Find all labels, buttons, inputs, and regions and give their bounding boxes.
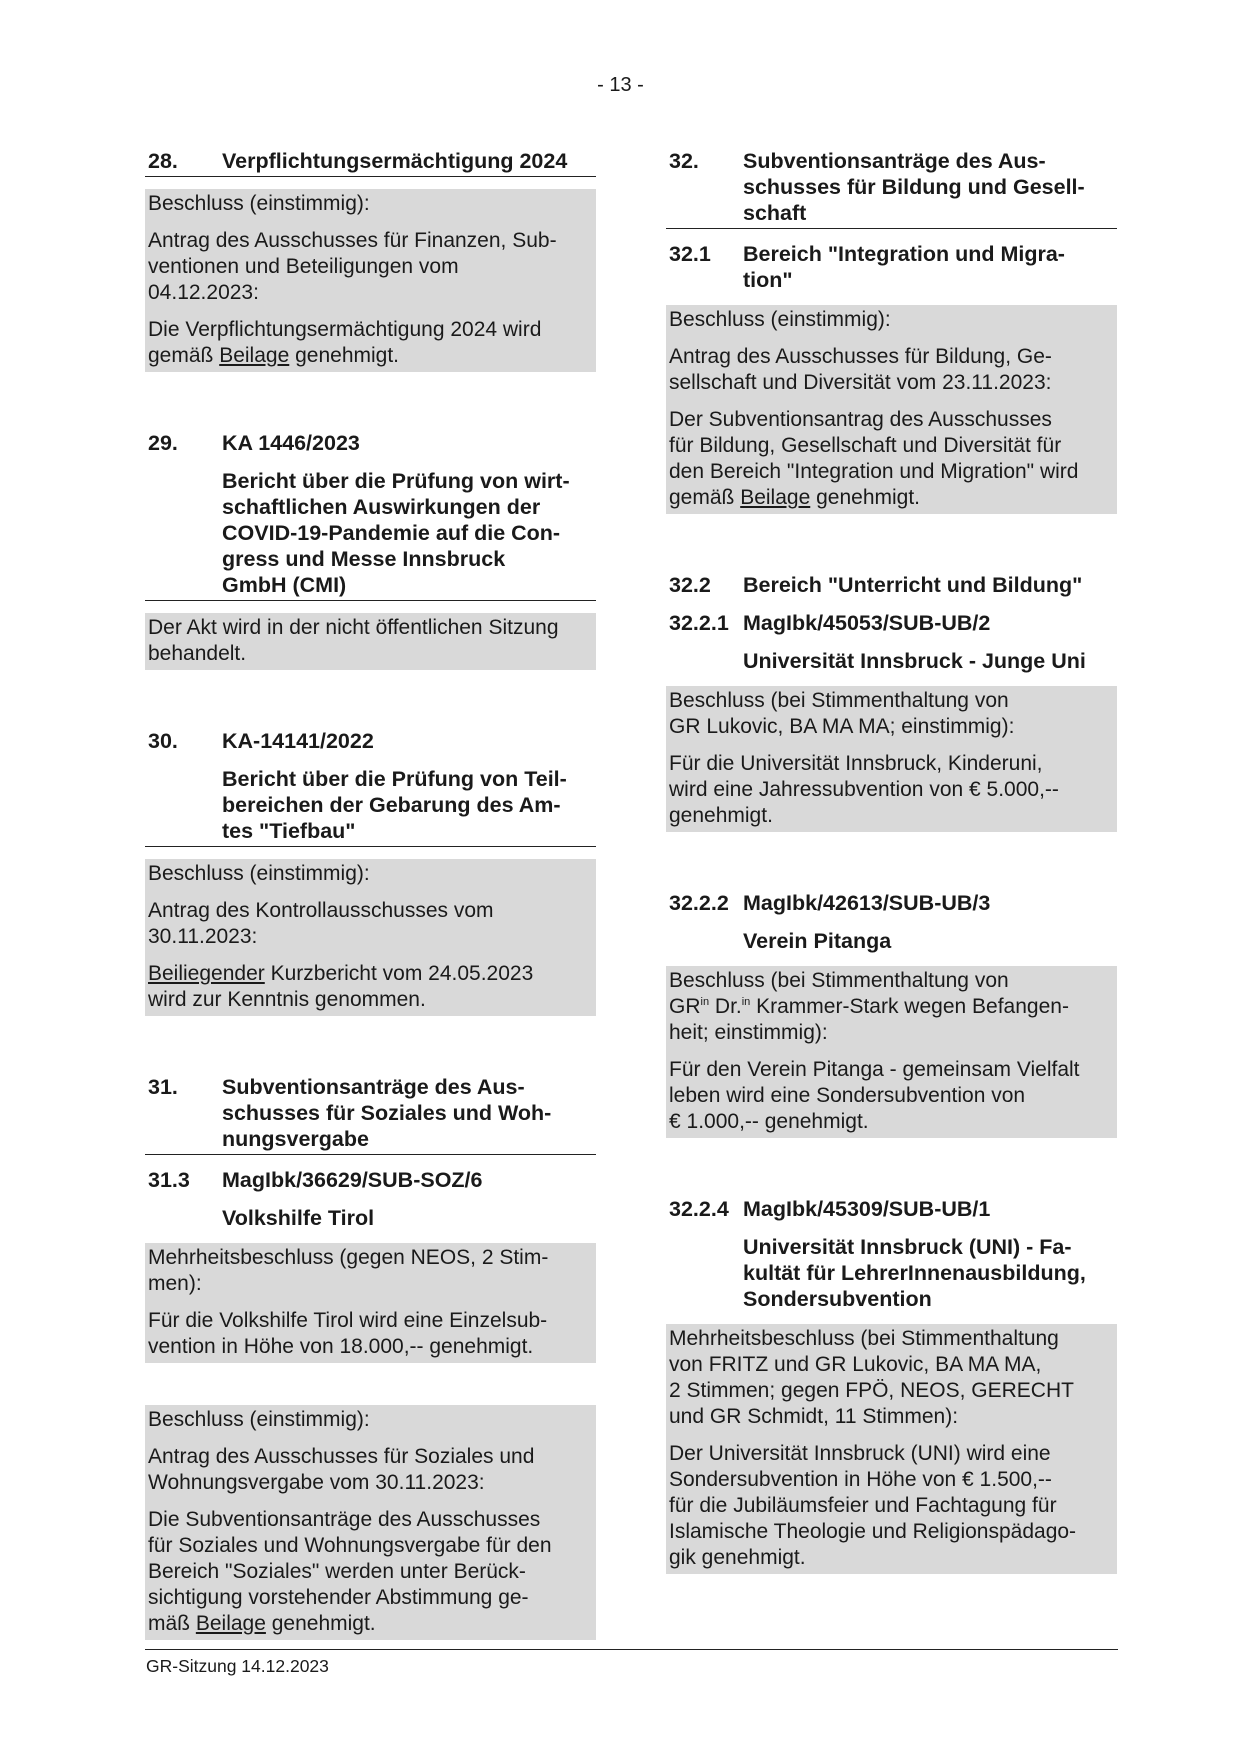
section-32-2-1-heading bbox=[666, 610, 1117, 636]
beilage-link[interactable]: Beilage bbox=[195, 1612, 266, 1635]
section-32-2-2-heading bbox=[666, 890, 1117, 916]
section-title: KA 1446/2023 bbox=[222, 431, 360, 455]
section-number: 29. bbox=[148, 431, 178, 455]
section-32-2-4-resolution: Mehrheitsbeschluss (bei Stimmenthaltung von FRITZ und GR Lukovic, BA MA MA, 2 Stimmen; gegen FPÖ, NEOS, GERECHT und GR Schmidt, 11 Stimmen): Der Universität Innsbruck (UNI) wird eine Sondersubvention in Höhe von € 1.500,-- für die Jubiläumsfeier und Fachtagung für Islamische Theologie und Religionspädago- gik genehmigt. bbox=[666, 1324, 1117, 1574]
section-number: 32.2.1 bbox=[669, 611, 729, 635]
section-30-heading bbox=[145, 728, 596, 754]
section-title: MagIbk/45053/SUB-UB/2 bbox=[743, 611, 991, 635]
section-32-2-1-subtitle: Universität Innsbruck - Junge Uni bbox=[743, 649, 1086, 673]
right-column bbox=[666, 148, 1117, 1574]
section-31-3-resolution: Mehrheitsbeschluss (gegen NEOS, 2 Stim- men): Für die Volkshilfe Tirol wird eine Einzelsub- vention in Höhe von 18.000,-- genehmigt. bbox=[145, 1243, 596, 1363]
section-31-3-subtitle: Volkshilfe Tirol bbox=[222, 1206, 375, 1230]
section-32-1-resolution: Beschluss (einstimmig): Antrag des Ausschusses für Bildung, Ge- sellschaft und Diversität vom 23.11.2023: Der Subventionsantrag des Ausschusses für Bildung, Gesellschaft und Diversität für den Bereich "Integration und Migration" wird gemäß Beilage genehmigt. bbox=[666, 305, 1117, 514]
section-28-resolution bbox=[145, 189, 596, 372]
decision-text: Die Verpflichtungsermächtigung 2024 wird gemäß Beilage genehmigt. bbox=[148, 318, 542, 367]
page-number: - 13 - bbox=[597, 74, 644, 96]
resolution-type: Beschluss (einstimmig): bbox=[148, 862, 370, 885]
section-number: 31. bbox=[148, 1075, 178, 1099]
section-31-heading bbox=[145, 1074, 596, 1155]
section-title: Subventionsanträge des Aus- schusses für Bildung und Gesell- schaft bbox=[743, 149, 1085, 225]
section-30-subtitle: Bericht über die Prüfung von Teil- bereichen der Gebarung des Am- tes "Tiefbau" bbox=[145, 766, 596, 847]
section-title: MagIbk/42613/SUB-UB/3 bbox=[743, 891, 991, 915]
section-title: Subventionsanträge des Aus- schusses für Soziales und Woh- nungsvergabe bbox=[222, 1075, 552, 1151]
section-32-2-1-resolution: Beschluss (bei Stimmenthaltung von GR Lukovic, BA MA MA; einstimmig): Für die Universität Innsbruck, Kinderuni, wird eine Jahressubvention von € 5.000,-- genehmigt. bbox=[666, 686, 1117, 832]
section-32-2-heading bbox=[666, 572, 1117, 598]
section-number: 32.2.2 bbox=[669, 891, 729, 915]
section-title: KA-14141/2022 bbox=[222, 729, 374, 753]
section-31-final-resolution: Beschluss (einstimmig): Antrag des Ausschusses für Soziales und Wohnungsvergabe vom 30.11.2023: Die Subventionsanträge des Ausschusses für Soziales und Wohnungsvergabe für den Bereich "Soziales" werden unter Berück- sichtigung vorstehender Abstimmung ge- mäß Beilage genehmigt. bbox=[145, 1405, 596, 1640]
section-28-heading bbox=[145, 148, 596, 177]
motion-text: Antrag des Ausschusses für Finanzen, Sub- ventionen und Beteiligungen vom 04.12.2023: bbox=[148, 229, 557, 304]
section-31-3-heading bbox=[145, 1167, 596, 1193]
section-number: 30. bbox=[148, 729, 178, 753]
left-column bbox=[145, 148, 596, 1640]
section-32-2-4-heading bbox=[666, 1196, 1117, 1222]
section-number: 32.1 bbox=[669, 242, 711, 266]
section-32-2-2-subtitle: Verein Pitanga bbox=[743, 929, 892, 953]
section-30-resolution: Beschluss (einstimmig): Antrag des Kontrollausschusses vom 30.11.2023: Beiliegender Kurzbericht vom 24.05.2023 wird zur Kenntnis genommen. bbox=[145, 859, 596, 1016]
beiliegender-link[interactable]: Beiliegender bbox=[148, 962, 265, 985]
section-title: Bereich "Unterricht und Bildung" bbox=[743, 573, 1083, 597]
section-title: Bereich "Integration und Migra- tion" bbox=[743, 242, 1065, 292]
resolution-type: Beschluss (einstimmig): bbox=[148, 192, 370, 215]
section-title: MagIbk/36629/SUB-SOZ/6 bbox=[222, 1168, 483, 1192]
resolution-type: Beschluss (einstimmig): bbox=[669, 308, 891, 331]
section-32-2-4-subtitle: Universität Innsbruck (UNI) - Fa- kultät für LehrerInnenausbildung, Sondersubvention bbox=[743, 1235, 1086, 1311]
section-title: Verpflichtungsermächtigung 2024 bbox=[222, 149, 568, 173]
section-number: 32.2.4 bbox=[669, 1197, 729, 1221]
section-29-resolution: Der Akt wird in der nicht öffentlichen Sitzung behandelt. bbox=[145, 613, 596, 670]
section-number: 28. bbox=[148, 149, 178, 173]
footer-divider bbox=[145, 1649, 1118, 1650]
beilage-link[interactable]: Beilage bbox=[740, 486, 811, 509]
section-29-heading bbox=[145, 430, 596, 456]
beilage-link[interactable]: Beilage bbox=[219, 344, 290, 367]
section-29-subtitle: Bericht über die Prüfung von wirt- schaftlichen Auswirkungen der COVID-19-Pandemie auf die Con- gress und Messe Innsbruck GmbH (CMI) bbox=[145, 468, 596, 601]
resolution-type: Beschluss (einstimmig): bbox=[148, 1408, 370, 1431]
section-number: 32.2 bbox=[669, 573, 711, 597]
footer-text: GR-Sitzung 14.12.2023 bbox=[146, 1656, 329, 1676]
section-number: 32. bbox=[669, 149, 699, 173]
section-title: MagIbk/45309/SUB-UB/1 bbox=[743, 1197, 991, 1221]
section-32-1-heading bbox=[666, 241, 1117, 293]
section-32-2-2-resolution: Beschluss (bei Stimmenthaltung von $GR^{in}$ Dr.$^{in}$ Krammer-Stark wegen Befangen- heit; einstimmig): Für den Verein Pitanga - gemeinsam Vielfalt leben wird eine Sondersubvention von € 1.000,-- genehmigt. bbox=[666, 966, 1117, 1138]
section-32-heading bbox=[666, 148, 1117, 229]
section-number: 31.3 bbox=[148, 1168, 190, 1192]
